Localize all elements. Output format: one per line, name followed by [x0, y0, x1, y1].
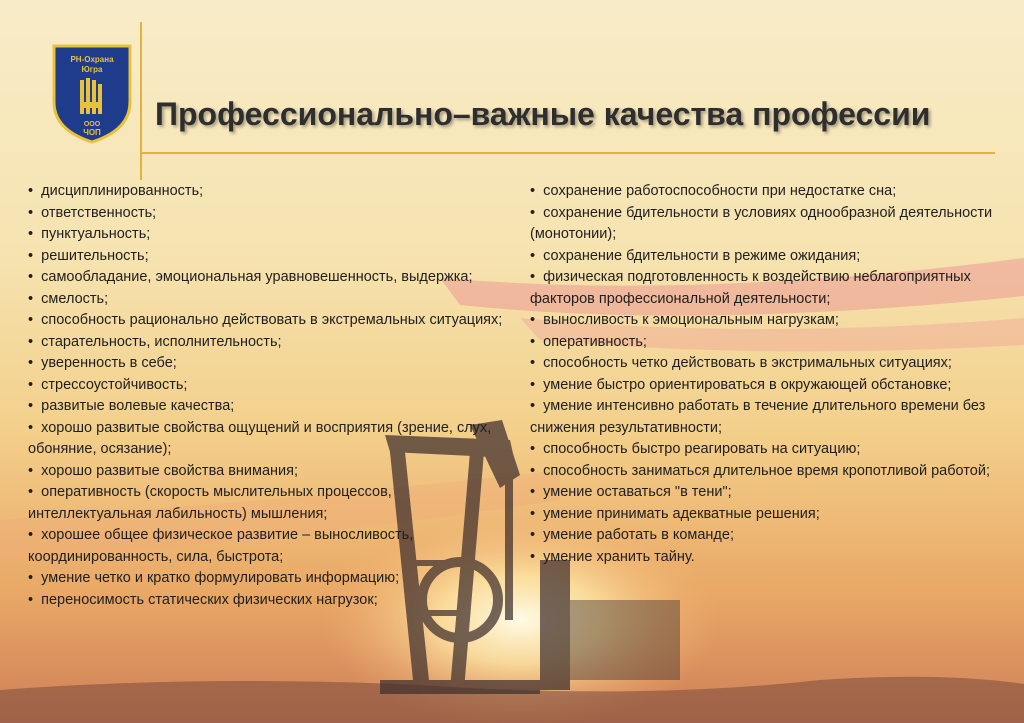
logo-line4: ЧОП: [83, 128, 101, 137]
list-item: • хорошо развитые свойства ощущений и восприятия (зрение, слух, обоняние, осязание);: [28, 418, 518, 461]
list-item: • решительность;: [28, 246, 518, 268]
list-item: • уверенность в себе;: [28, 353, 518, 375]
list-item: • дисциплинированность;: [28, 181, 518, 203]
list-item: • переносимость статических физических нагрузок;: [28, 590, 518, 612]
list-item: • физическая подготовленность к воздействию неблагоприятных факторов профессиональной деятельности;: [530, 267, 1000, 310]
list-item: • пунктуальность;: [28, 224, 518, 246]
list-item: • ответственность;: [28, 203, 518, 225]
logo-line3: ООО: [83, 121, 101, 128]
list-item: • способность четко действовать в экстримальных ситуациях;: [530, 353, 1000, 375]
list-item: • развитые волевые качества;: [28, 396, 518, 418]
page-title: Профессионально–важные качества профессии: [155, 96, 931, 132]
list-item: • умение четко и кратко формулировать информацию;: [28, 568, 518, 590]
list-item: • умение оставаться "в тени";: [530, 482, 1000, 504]
list-item: • смелость;: [28, 289, 518, 311]
list-item: • умение хранить тайну.: [530, 547, 1000, 569]
list-item: • старательность, исполнительность;: [28, 332, 518, 354]
left-qualities-list: [28, 181, 518, 611]
list-item: • способность быстро реагировать на ситуацию;: [530, 439, 1000, 461]
list-item: • сохранение работоспособности при недостатке сна;: [530, 181, 1000, 203]
list-item: • способность рационально действовать в экстремальных ситуациях;: [28, 310, 518, 332]
list-item: • умение принимать адекватные решения;: [530, 504, 1000, 526]
logo-line2: Югра: [81, 65, 103, 74]
list-item: • умение интенсивно работать в течение длительного времени без снижения результативности;: [530, 396, 1000, 439]
vertical-divider: [140, 22, 142, 180]
list-item: • способность заниматься длительное время кропотливой работой;: [530, 461, 1000, 483]
list-item: • оперативность;: [530, 332, 1000, 354]
logo-line1: РН-Охрана: [70, 55, 114, 64]
list-item: • стрессоустойчивость;: [28, 375, 518, 397]
list-item: • выносливость к эмоциональным нагрузкам;: [530, 310, 1000, 332]
horizontal-divider: [140, 152, 995, 154]
list-item: • оперативность (скорость мыслительных процессов, интеллектуальная лабильность) мышления;: [28, 482, 518, 525]
list-item: • самообладание, эмоциональная уравновешенность, выдержка;: [28, 267, 518, 289]
company-logo: [50, 42, 134, 144]
list-item: • сохранение бдительности в условиях однообразной деятельности (монотонии);: [530, 203, 1000, 246]
list-item: • умение быстро ориентироваться в окружающей обстановке;: [530, 375, 1000, 397]
list-item: • сохранение бдительности в режиме ожидания;: [530, 246, 1000, 268]
list-item: • хорошо развитые свойства внимания;: [28, 461, 518, 483]
list-item: • хорошее общее физическое развитие – выносливость, координированность, сила, быстрота;: [28, 525, 518, 568]
list-item: • умение работать в команде;: [530, 525, 1000, 547]
right-qualities-list: [530, 181, 1000, 568]
